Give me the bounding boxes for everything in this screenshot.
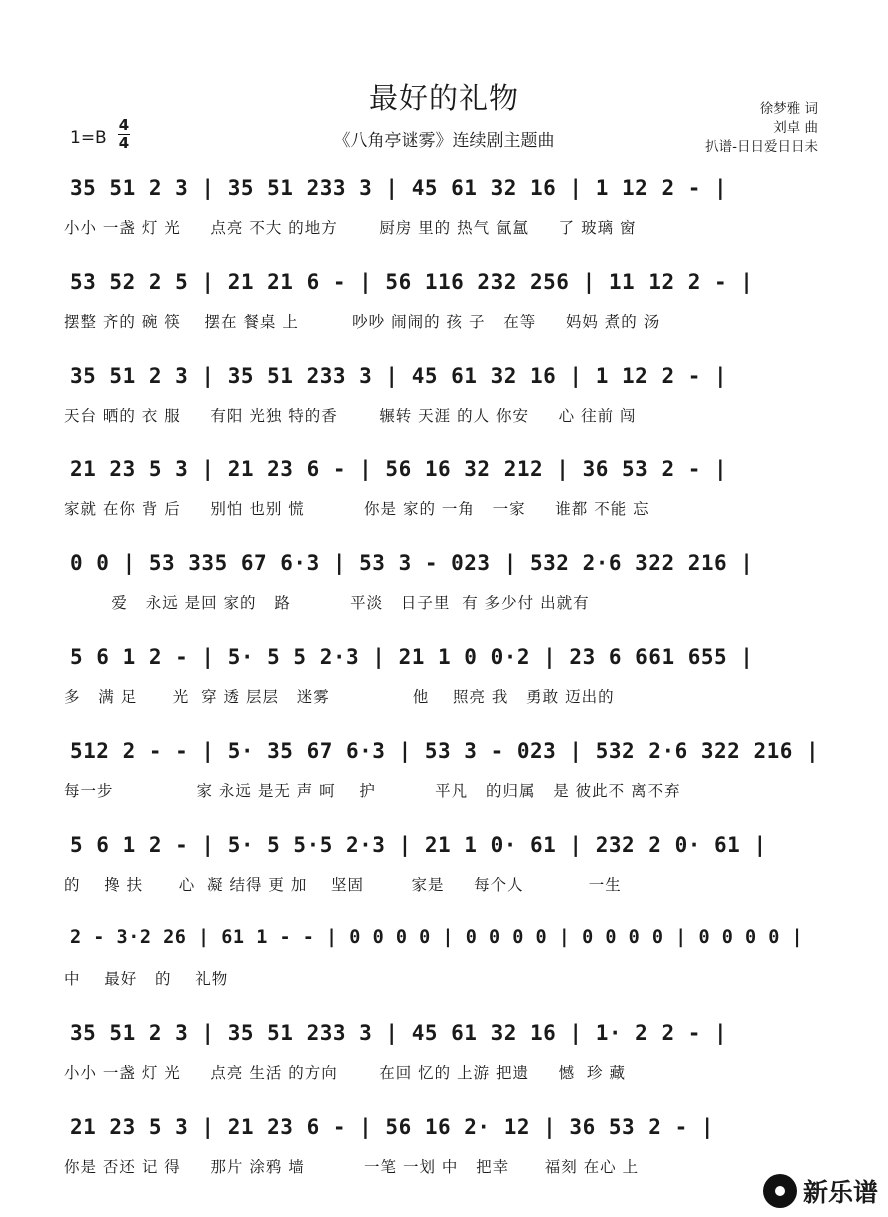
lyrics-line: 中 最好 的 礼物 [64,970,229,988]
notation-line: 35 51 2 3 | 35 51 233 3 | 45 61 32 16 | 1· 2 2 - | [70,1021,728,1045]
notation-line: 512 2 - - | 5· 35 67 6·3 | 53 3 - 023 | 532 2·6 322 216 | [70,739,820,763]
lyrics-line: 你是 否还 记 得 那片 涂鸦 墙 一笔 一划 中 把幸 福刻 在心 上 [64,1158,640,1176]
key-signature: 1=B [70,128,107,148]
site-logo-text: 新乐谱 [802,1178,878,1207]
notation-line: 2 - 3·2 26 | 61 1 - - | 0 0 0 0 | 0 0 0 0 | 0 0 0 0 | 0 0 0 0 | [70,927,804,948]
lyrics-line: 家就 在你 背 后 别怕 也别 慌 你是 家的 一角 一家 谁都 不能 忘 [64,500,650,518]
lyrics-line: 每一步 家 永远 是无 声 呵 护 平凡 的归属 是 彼此不 离不弃 [64,782,681,800]
transcriber-credit: 扒谱-日日爱日日未 [705,139,818,155]
notation-line: 53 52 2 5 | 21 21 6 - | 56 116 232 256 | 11 12 2 - | [70,270,754,294]
notation-line: 5 6 1 2 - | 5· 5 5·5 2·3 | 21 1 0· 61 | 232 2 0· 61 | [70,833,767,857]
song-subtitle: 《八角亭谜雾》连续剧主题曲 [333,131,555,151]
lyrics-line: 天台 晒的 衣 服 有阳 光独 特的香 辗转 天涯 的人 你安 心 往前 闯 [64,407,637,425]
lyrics-line: 小小 一盏 灯 光 点亮 生活 的方向 在回 忆的 上游 把遗 憾 珍 藏 [64,1064,626,1082]
composer-credit: 刘卓 曲 [773,120,818,136]
lyrics-line: 小小 一盏 灯 光 点亮 不大 的地方 厨房 里的 热气 氤氲 了 玻璃 窗 [64,219,637,237]
score-system [64,739,824,819]
score-system [64,457,824,537]
notation-line: 21 23 5 3 | 21 23 6 - | 56 16 32 212 | 36 53 2 - | [70,457,728,481]
lyrics-line: 摆整 齐的 碗 筷 摆在 餐桌 上 吵吵 闹闹的 孩 子 在等 妈妈 煮的 汤 [64,313,661,331]
credits [705,100,818,157]
score-system [64,1021,824,1101]
lyrics-line: 爱 永远 是回 家的 路 平淡 日子里 有 多少付 出就有 [64,594,590,612]
song-title: 最好的礼物 [368,81,519,115]
score-system [64,364,824,444]
score-system [64,176,824,256]
score-system [64,833,824,913]
score-system [64,270,824,350]
notation-line: 21 23 5 3 | 21 23 6 - | 56 16 2· 12 | 36 53 2 - | [70,1115,715,1139]
site-logo [763,1173,878,1209]
notation-line: 0 0 | 53 335 67 6·3 | 53 3 - 023 | 532 2·6 322 216 | [70,551,754,575]
score-system [64,551,824,631]
score-system [64,1115,824,1195]
notation-line: 35 51 2 3 | 35 51 233 3 | 45 61 32 16 | 1 12 2 - | [70,364,728,388]
time-signature [118,117,130,152]
score-system [64,645,824,725]
lyricist-credit: 徐梦雅 词 [759,101,818,117]
time-signature-numerator: 4 [118,116,130,134]
notation-line: 35 51 2 3 | 35 51 233 3 | 45 61 32 16 | 1 12 2 - | [70,176,728,200]
score-system [64,927,824,1007]
time-signature-denominator: 4 [118,134,130,152]
notation-line: 5 6 1 2 - | 5· 5 5 2·3 | 21 1 0 0·2 | 23 6 661 655 | [70,645,754,669]
lyrics-line: 多 满 足 光 穿 透 层层 迷雾 他 照亮 我 勇敢 迈出的 [64,688,615,706]
lyrics-line: 的 搀 扶 心 凝 结得 更 加 坚固 家是 每个人 一生 [64,876,622,894]
record-disc-icon [763,1174,797,1208]
